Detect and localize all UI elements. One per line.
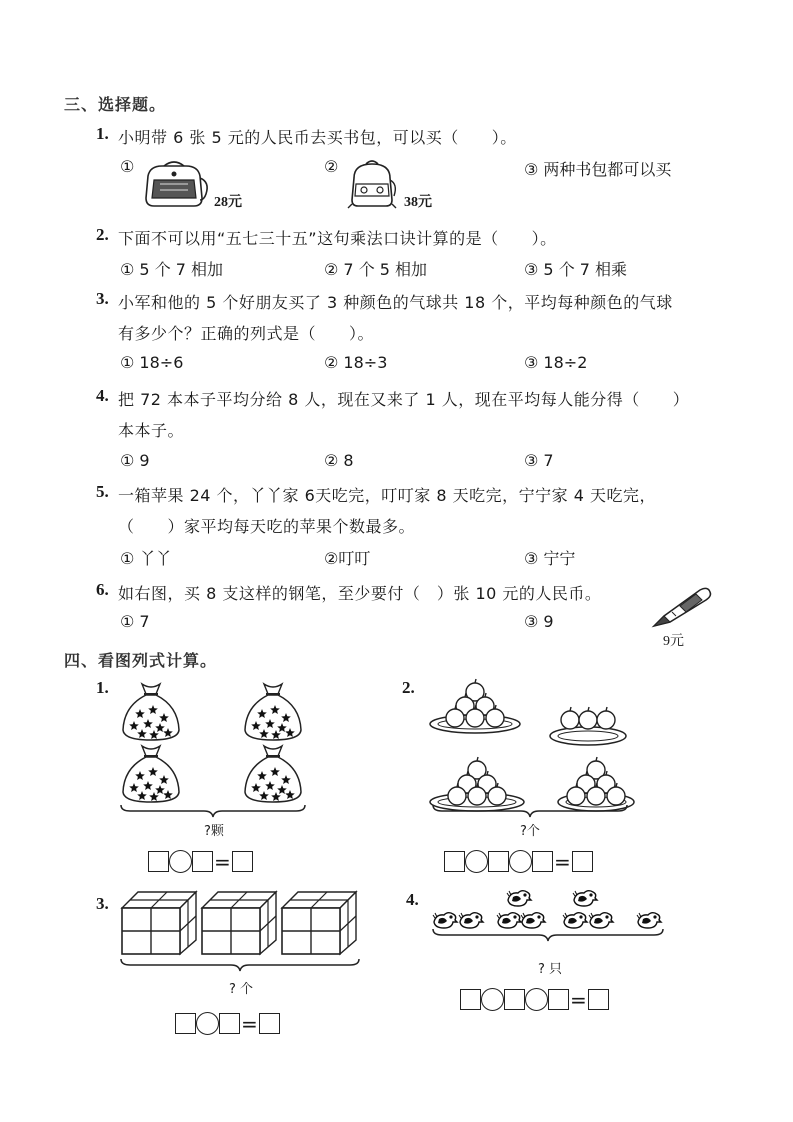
q1-option-3[interactable]: ③ 两种书包都可以买 xyxy=(524,160,672,179)
operator-circle[interactable] xyxy=(465,850,488,873)
bird-icon xyxy=(458,910,484,930)
q4-option-2[interactable]: ② 8 xyxy=(324,451,354,470)
q2-option-1[interactable]: ① 5 个 7 相加 xyxy=(120,260,224,279)
pen-price: 9元 xyxy=(663,634,684,649)
answer-box[interactable] xyxy=(192,851,213,872)
backpack-1-icon xyxy=(140,160,212,210)
problem-3-equation[interactable] xyxy=(175,1012,280,1035)
answer-box[interactable] xyxy=(460,989,481,1010)
answer-box[interactable] xyxy=(548,989,569,1010)
apple-plate-icon xyxy=(428,676,522,734)
section-3-title: 三、选择题。 xyxy=(64,95,167,114)
problem-4-number: 4. xyxy=(406,890,419,909)
question-3-text-line-1: 小军和他的 5 个好朋友买了 3 种颜色的气球共 18 个，平均每种颜色的气球 xyxy=(118,293,673,312)
answer-box[interactable] xyxy=(259,1013,280,1034)
bird-icon xyxy=(506,888,532,908)
problem-1-number: 1. xyxy=(96,678,109,697)
question-1-text: 小明带 6 张 5 元的人民币去买书包，可以买（ ）。 xyxy=(118,128,517,147)
star-bag-icon xyxy=(120,742,182,804)
bird-icon xyxy=(562,910,588,930)
question-6-text: 如右图，买 8 支这样的钢笔，至少要付（ ）张 10 元的人民币。 xyxy=(118,584,602,603)
cube-block-icon xyxy=(200,890,278,956)
q4-option-3[interactable]: ③ 7 xyxy=(524,451,554,470)
equals-sign: = xyxy=(241,1011,258,1036)
q1-option-1[interactable]: ① xyxy=(120,157,135,176)
equals-sign: = xyxy=(214,849,231,874)
answer-box[interactable] xyxy=(588,989,609,1010)
problem-4-equation[interactable] xyxy=(460,988,609,1011)
q5-option-2[interactable]: ②叮叮 xyxy=(324,549,371,568)
backpack-2-price: 38元 xyxy=(404,195,432,210)
q2-option-3[interactable]: ③ 5 个 7 相乘 xyxy=(524,260,628,279)
q5-option-3[interactable]: ③ 宁宁 xyxy=(524,549,576,568)
answer-box[interactable] xyxy=(532,851,553,872)
question-5-number: 5. xyxy=(96,482,109,501)
question-2-number: 2. xyxy=(96,225,109,244)
equals-sign: = xyxy=(570,987,587,1012)
answer-box[interactable] xyxy=(488,851,509,872)
problem-4-caption: ? 只 xyxy=(538,962,563,977)
cube-block-icon xyxy=(120,890,198,956)
section-4-title: 四、看图列式计算。 xyxy=(64,651,218,670)
q3-option-3[interactable]: ③ 18÷2 xyxy=(524,353,588,372)
question-4-number: 4. xyxy=(96,386,109,405)
equals-sign: = xyxy=(554,849,571,874)
bird-icon xyxy=(588,910,614,930)
q1-option-2[interactable]: ② xyxy=(324,157,339,176)
backpack-2-icon xyxy=(344,160,402,210)
question-3-number: 3. xyxy=(96,289,109,308)
brace-4 xyxy=(432,928,664,942)
q6-option-3[interactable]: ③ 9 xyxy=(524,612,554,631)
operator-circle[interactable] xyxy=(196,1012,219,1035)
question-4-text-line-1: 把 72 本本子平均分给 8 人，现在又来了 1 人，现在平均每人能分得（ ） xyxy=(118,390,690,409)
operator-circle[interactable] xyxy=(509,850,532,873)
question-6-number: 6. xyxy=(96,580,109,599)
operator-circle[interactable] xyxy=(169,850,192,873)
question-3-text-line-2: 有多少个？正确的列式是（ ）。 xyxy=(118,324,375,343)
question-5-text-line-1: 一箱苹果 24 个，丫丫家 6天吃完，叮叮家 8 天吃完，宁宁家 4 天吃完， xyxy=(118,486,657,505)
q3-option-2[interactable]: ② 18÷3 xyxy=(324,353,388,372)
problem-2-equation[interactable] xyxy=(444,850,593,873)
problem-3-number: 3. xyxy=(96,894,109,913)
problem-2-caption: ?个 xyxy=(520,824,540,839)
q4-option-1[interactable]: ① 9 xyxy=(120,451,150,470)
answer-box[interactable] xyxy=(148,851,169,872)
bird-icon xyxy=(520,910,546,930)
problem-3-caption: ? 个 xyxy=(229,982,254,997)
cube-block-icon xyxy=(280,890,358,956)
q6-option-1[interactable]: ① 7 xyxy=(120,612,150,631)
answer-box[interactable] xyxy=(232,851,253,872)
answer-box[interactable] xyxy=(444,851,465,872)
bird-icon xyxy=(496,910,522,930)
answer-box[interactable] xyxy=(572,851,593,872)
problem-1-equation[interactable] xyxy=(148,850,253,873)
pen-icon xyxy=(650,586,714,630)
star-bag-icon xyxy=(242,680,304,742)
brace-2 xyxy=(432,804,628,818)
question-4-text-line-2: 本本子。 xyxy=(118,421,185,440)
star-bag-icon xyxy=(242,742,304,804)
operator-circle[interactable] xyxy=(481,988,504,1011)
answer-box[interactable] xyxy=(504,989,525,1010)
bird-icon xyxy=(572,888,598,908)
answer-box[interactable] xyxy=(219,1013,240,1034)
brace-1 xyxy=(120,804,306,818)
operator-circle[interactable] xyxy=(525,988,548,1011)
bird-icon xyxy=(636,910,662,930)
q5-option-1[interactable]: ① 丫丫 xyxy=(120,549,172,568)
apple-plate-icon xyxy=(548,688,628,746)
question-2-text: 下面不可以用“五七三十五”这句乘法口诀计算的是（ ）。 xyxy=(118,229,557,248)
problem-1-caption: ?颗 xyxy=(204,824,224,839)
answer-box[interactable] xyxy=(175,1013,196,1034)
backpack-1-price: 28元 xyxy=(214,195,242,210)
question-5-text-line-2: （ ）家平均每天吃的苹果个数最多。 xyxy=(118,517,416,536)
problem-2-number: 2. xyxy=(402,678,415,697)
star-bag-icon xyxy=(120,680,182,742)
q2-option-2[interactable]: ② 7 个 5 相加 xyxy=(324,260,428,279)
bird-icon xyxy=(432,910,458,930)
brace-3 xyxy=(120,958,360,972)
q3-option-1[interactable]: ① 18÷6 xyxy=(120,353,184,372)
question-1-number: 1. xyxy=(96,124,109,143)
